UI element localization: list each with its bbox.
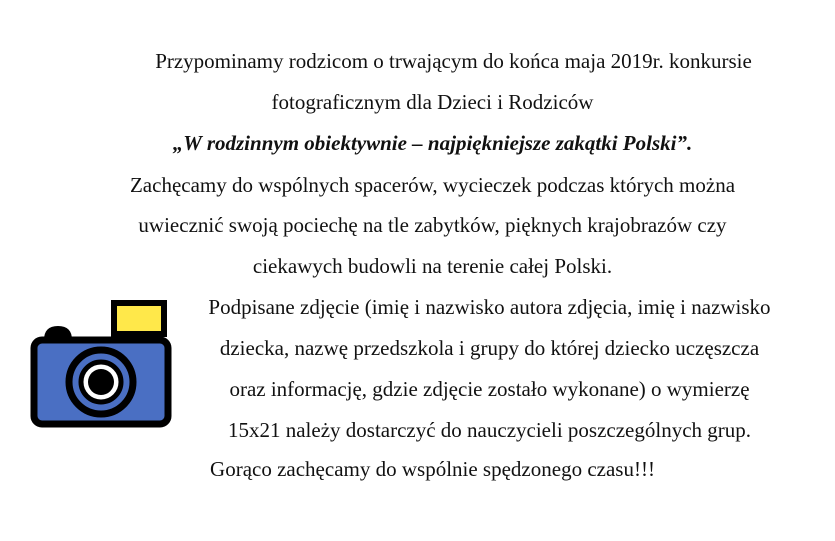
notice-line-10: 15x21 należy dostarczyć do nauczycieli poszczególnych grup.: [227, 418, 752, 442]
notice-line-8: dziecka, nazwę przedszkola i grupy do której dziecko uczęszcza: [219, 336, 760, 360]
camera-icon: [30, 300, 172, 428]
notice-line-7: Podpisane zdjęcie (imię i nazwisko autora zdjęcia, imię i nazwisko: [208, 295, 771, 319]
notice-line-4: Zachęcamy do wspólnych spacerów, wycieczek podczas których można: [129, 173, 736, 197]
notice-line-11: Gorąco zachęcamy do wspólnie spędzonego czasu!!!: [210, 457, 655, 481]
notice-line-5: uwiecznić swoją pociechę na tle zabytków, pięknych krajobrazów czy: [138, 213, 727, 237]
camera-flash: [114, 303, 164, 334]
notice-line-2: fotograficznym dla Dzieci i Rodziców: [271, 90, 594, 114]
contest-title: „W rodzinnym obiektywnie – najpiękniejsze zakątki Polski”.: [172, 131, 693, 155]
notice-line-6: ciekawych budowli na terenie całej Polski.: [252, 254, 613, 278]
notice-line-9: oraz informację, gdzie zdjęcie zostało wykonane) o wymierzę: [229, 377, 750, 401]
notice-line-1: Przypominamy rodzicom o trwającym do końca maja 2019r. konkursie: [155, 49, 752, 73]
camera-lens-center: [88, 369, 114, 395]
